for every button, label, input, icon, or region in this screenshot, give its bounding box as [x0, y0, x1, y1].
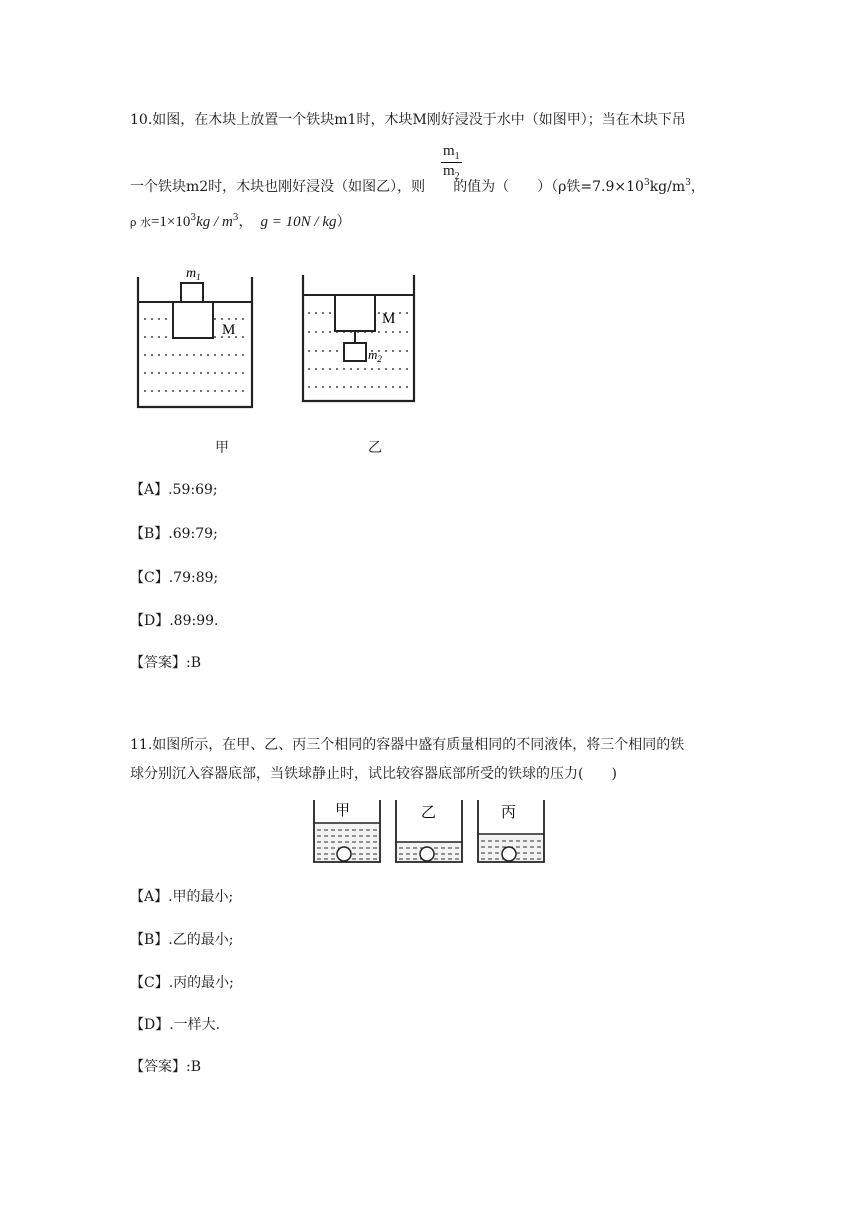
- container-jia: [314, 800, 380, 862]
- q10-stem-line-1: 10.如图，在木块上放置一个铁块m1时，木块M刚好浸没于水中（如图甲）；当在木块下吊: [130, 112, 686, 128]
- density-value: =1×10: [150, 214, 191, 230]
- container-yi: [303, 275, 414, 401]
- q11-option-c: 【C】.丙的最小;: [130, 975, 234, 991]
- exponent: 3: [643, 178, 650, 188]
- q11-option-b: 【B】.乙的最小;: [130, 932, 234, 948]
- svg-text:m1: $m_1$: [186, 266, 201, 282]
- svg-text:M: M: [382, 311, 396, 327]
- gravity-value: g = 10N / kg: [260, 214, 337, 230]
- exponent: 3: [190, 213, 197, 223]
- unit-text: kg/m: [649, 179, 686, 195]
- q10-answer: 【答案】:B: [130, 655, 202, 671]
- q10-option-b: 【B】.69:79;: [130, 526, 218, 542]
- q10-option-a: 【A】.59:69;: [130, 482, 218, 498]
- figure-label-jia: 甲: [215, 440, 229, 456]
- q10-option-d: 【D】.89:99.: [130, 613, 219, 629]
- container-yi: [396, 800, 462, 862]
- container-jia: [138, 266, 252, 407]
- svg-text:m2: $m_2$: [368, 347, 382, 364]
- closing-paren: ）: [336, 214, 351, 230]
- separator: ，: [238, 214, 253, 230]
- q10-option-c: 【C】.79:89;: [130, 570, 219, 586]
- rho-water: ρ 水: [130, 216, 151, 229]
- line-2-text-a: 一个铁块m2时，木块也刚好浸没（如图乙），则: [130, 179, 426, 195]
- exponent: 3: [232, 213, 239, 223]
- q10-stem-line-2: [130, 176, 705, 196]
- q11-figure: [310, 798, 550, 866]
- density-unit: kg / m: [196, 214, 233, 230]
- q11-stem-line-2: 球分别沉入容器底部，当铁球静止时，试比较容器底部所受的铁球的压力( ): [130, 766, 617, 782]
- q10-figure: [130, 255, 430, 415]
- separator: ，: [690, 179, 705, 195]
- fraction-denominator: $m_2$: [443, 163, 460, 182]
- q11-option-a: 【A】.甲的最小;: [130, 889, 234, 905]
- svg-text:M: M: [222, 322, 236, 338]
- svg-text:甲: 甲: [335, 803, 351, 819]
- q11-answer: 【答案】:B: [130, 1059, 202, 1075]
- exponent: 3: [685, 178, 691, 188]
- svg-text:丙: 丙: [501, 805, 517, 821]
- fraction-numerator: $m_1$: [443, 143, 460, 162]
- q11-option-d: 【D】.一样大.: [130, 1017, 221, 1033]
- q11-stem-line-1: 11.如图所示，在甲、乙、丙三个相同的容器中盛有质量相同的不同液体，将三个相同的铁: [130, 737, 685, 753]
- figure-label-yi: 乙: [368, 440, 382, 456]
- q10-stem-line-3: [130, 211, 350, 231]
- svg-text:乙: 乙: [421, 805, 437, 821]
- container-bing: [478, 800, 544, 862]
- line-2-text-b: 的值为（ ）（ρ铁=7.9×10: [453, 179, 644, 195]
